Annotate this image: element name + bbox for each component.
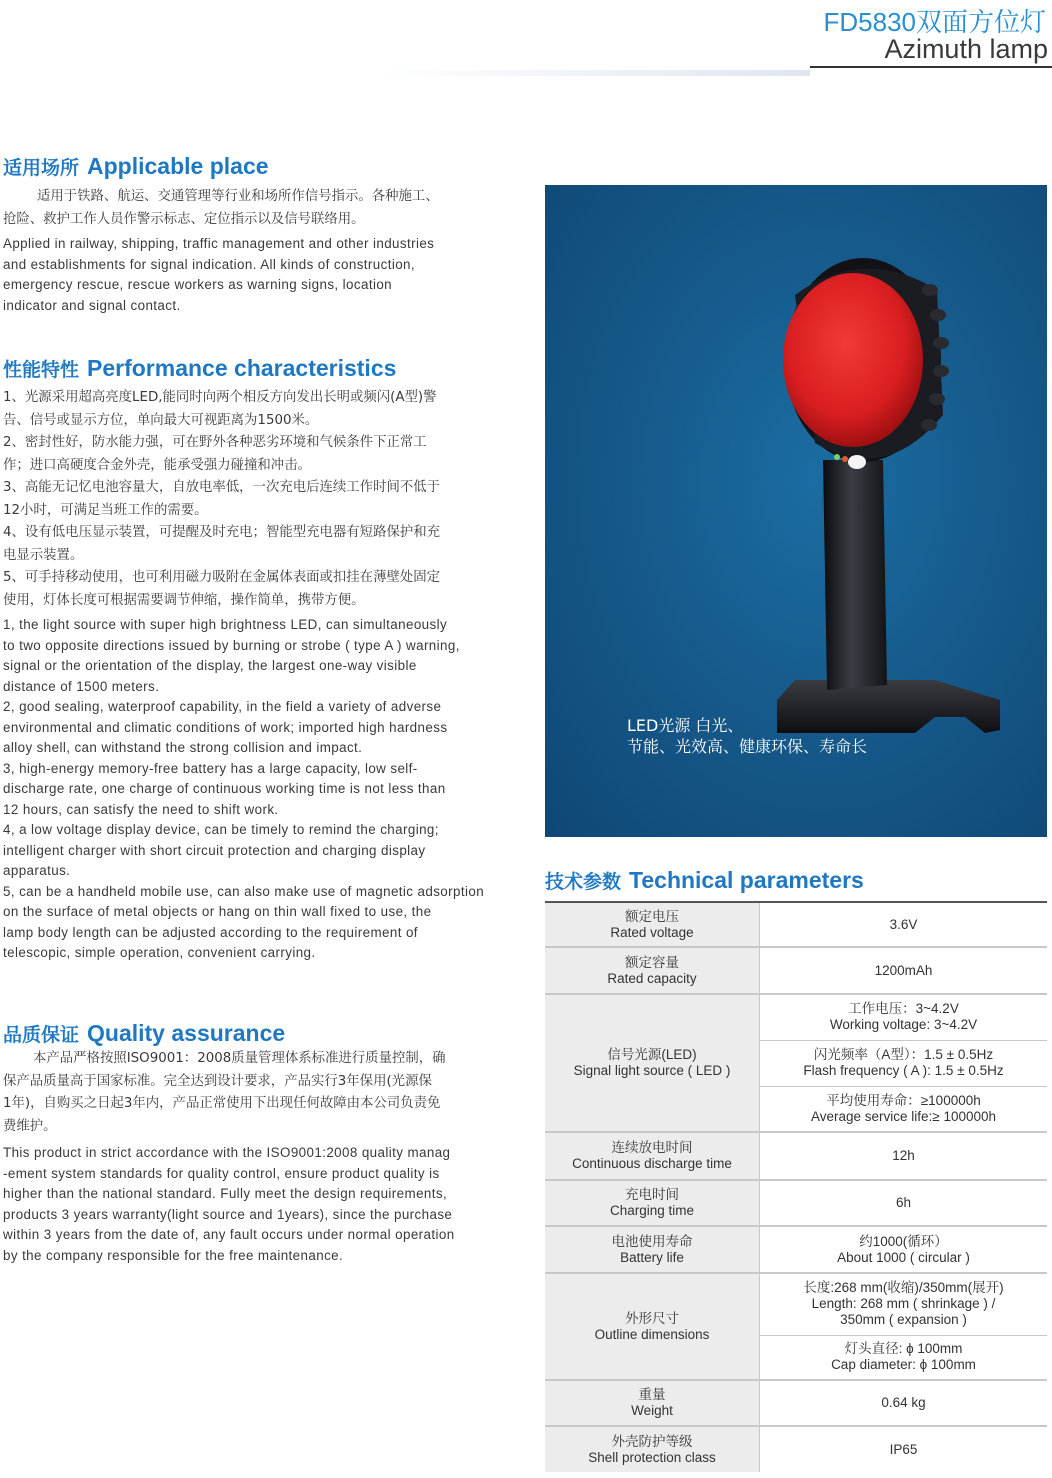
param-value: 平均使用寿命：≥100000h Average service life:≥ 100000h [760, 1086, 1048, 1132]
technical-parameters-table [545, 901, 1047, 1472]
param-label: 连续放电时间 Continuous discharge time [545, 1132, 760, 1180]
param-value: 1200mAh [760, 947, 1048, 994]
product-title-cn: FD5830双面方位灯 [823, 7, 1046, 37]
table-row [545, 1426, 1047, 1472]
param-value: 3.6V [760, 902, 1048, 947]
param-value: 6h [760, 1180, 1048, 1226]
section-title-quality: 品质保证 Quality assurance [3, 1020, 286, 1046]
applicable-text-en [3, 234, 506, 316]
param-value: 灯头直径: ϕ 100mm Cap diameter: ϕ 100mm [760, 1335, 1048, 1380]
photo-caption: LED光源 白光、 节能、光效高、健康环保、寿命长 [627, 716, 868, 756]
en-line: indicator and signal contact. [3, 297, 181, 313]
quality-text-en: This product in strict accordance with the ISO9001:2008 quality manag -ement system standards for quality control, ensure product quality is higher than the national standard. Fully meet the design requirements, products 3 years warranty(light source and 1years), since the purchase within 3 years from the date of, any fault occurs under normal operation by the company responsible for the free maintenance. [3, 1145, 455, 1263]
param-value: 12h [760, 1132, 1048, 1180]
param-label: 信号光源(LED) Signal light source ( LED ) [545, 994, 760, 1132]
performance-text-cn: 1、光源采用超高亮度LED,能同时向两个相反方向发出长明或频闪(A型)警 告、信号或显示方位，单向最大可视距离为1500米。 2、密封性好，防水能力强，可在野外各种恶劣环境和气候条件下正常工 作；进口高硬度合金外壳，能承受强力碰撞和冲击。 3、高能无记忆电池容量大，自放电率低，一次充电后连续工作时间不低于 12小时，可满足当班工作的需要。 4、设有低电压显示装置，可提醒及时充电；智能型充电器有短路保护和充 电显示装置。 5、可手持移动使用，也可利用磁力吸附在金属体表面或扣挂在薄壁处固定 使用，灯体长度可根据需要调节伸缩，操作简单，携带方便。 [3, 390, 441, 608]
table-row [545, 1132, 1047, 1180]
param-label: 重量 Weight [545, 1380, 760, 1426]
product-photo [545, 185, 1047, 837]
en-line: Applied in railway, shipping, traffic management and other industries [3, 236, 435, 251]
table-row [545, 1180, 1047, 1226]
param-value: 长度:268 mm(收缩)/350mm(展开) Length: 268 mm ( shrinkage ) / 350mm ( expansion ) [760, 1273, 1048, 1335]
red-lens [783, 273, 923, 447]
param-value: IP65 [760, 1426, 1048, 1472]
table-row [545, 947, 1047, 994]
section-title-performance: 性能特性 Performance characteristics [3, 355, 397, 381]
table-row [545, 994, 1047, 1040]
en-line: and establishments for signal indication. All kinds of construction, [3, 256, 416, 272]
en-line: emergency rescue, rescue workers as warning signs, location [3, 277, 393, 292]
table-row [545, 1226, 1047, 1273]
param-label: 外形尺寸 Outline dimensions [545, 1273, 760, 1380]
param-value: 0.64 kg [760, 1380, 1048, 1426]
quality-text-cn: 本产品严格按照ISO9001：2008质量管理体系标准进行质量控制，确 保产品质量高于国家标准。完全达到设计要求，产品实行3年保用(光源保 1年)，自购买之日起3年内，产品正常使用下出现任何故障由本公司负责免 费维护。 [3, 1051, 446, 1134]
performance-text-en: 1, the light source with super high brightness LED, can simultaneously to two opposite directions issued by burning or strobe ( type A ) warning, signal or the orientation of the display, the largest one-way visible distance of 1500 meters. 2, good sealing, waterproof capability, in the field a variety of adverse environmental and climatic conditions of work; imported high hardness alloy shell, can withstand the strong collision and impact. 3, high-energy memory-free battery has a large capacity, low self- discharge rate, one charge of continuous working time is not less than 12 hours, can satisfy the need to shift work. 4, a low voltage display device, can be timely to remind the charging; intelligent charger with short circuit protection and charging display apparatus. 5, can be a handheld mobile use, can also make use of magnetic adsorption on the surface of metal objects or hang on thin wall fixed to use, the lamp body length can be adjusted according to the requirement of telescopic, simple operation, convenient carrying. [3, 617, 485, 960]
header-divider [810, 66, 1052, 68]
section-title-technical: 技术参数 Technical parameters [545, 867, 864, 893]
header-decoration [380, 70, 810, 76]
section-title-applicable: 适用场所 Applicable place [3, 153, 269, 179]
param-value: 闪光频率（A型）：1.5 ± 0.5Hz Flash frequency ( A ): 1.5 ± 0.5Hz [760, 1040, 1048, 1086]
param-label: 额定容量 Rated capacity [545, 947, 760, 994]
param-value: 工作电压：3~4.2V Working voltage: 3~4.2V [760, 994, 1048, 1040]
product-title-en: Azimuth lamp [884, 34, 1048, 64]
table-row [545, 902, 1047, 947]
param-value: 约1000(循环） About 1000 ( circular ) [760, 1226, 1048, 1273]
param-label: 电池使用寿命 Battery life [545, 1226, 760, 1273]
param-label: 额定电压 Rated voltage [545, 902, 760, 947]
table-row [545, 1380, 1047, 1426]
param-label: 充电时间 Charging time [545, 1180, 760, 1226]
table-row [545, 1273, 1047, 1335]
param-label: 外壳防护等级 Shell protection class [545, 1426, 760, 1472]
applicable-text-cn: 适用于铁路、航运、交通管理等行业和场所作信号指示。各种施工、 抢险、救护工作人员作警示标志、定位指示以及信号联络用。 [3, 189, 439, 227]
